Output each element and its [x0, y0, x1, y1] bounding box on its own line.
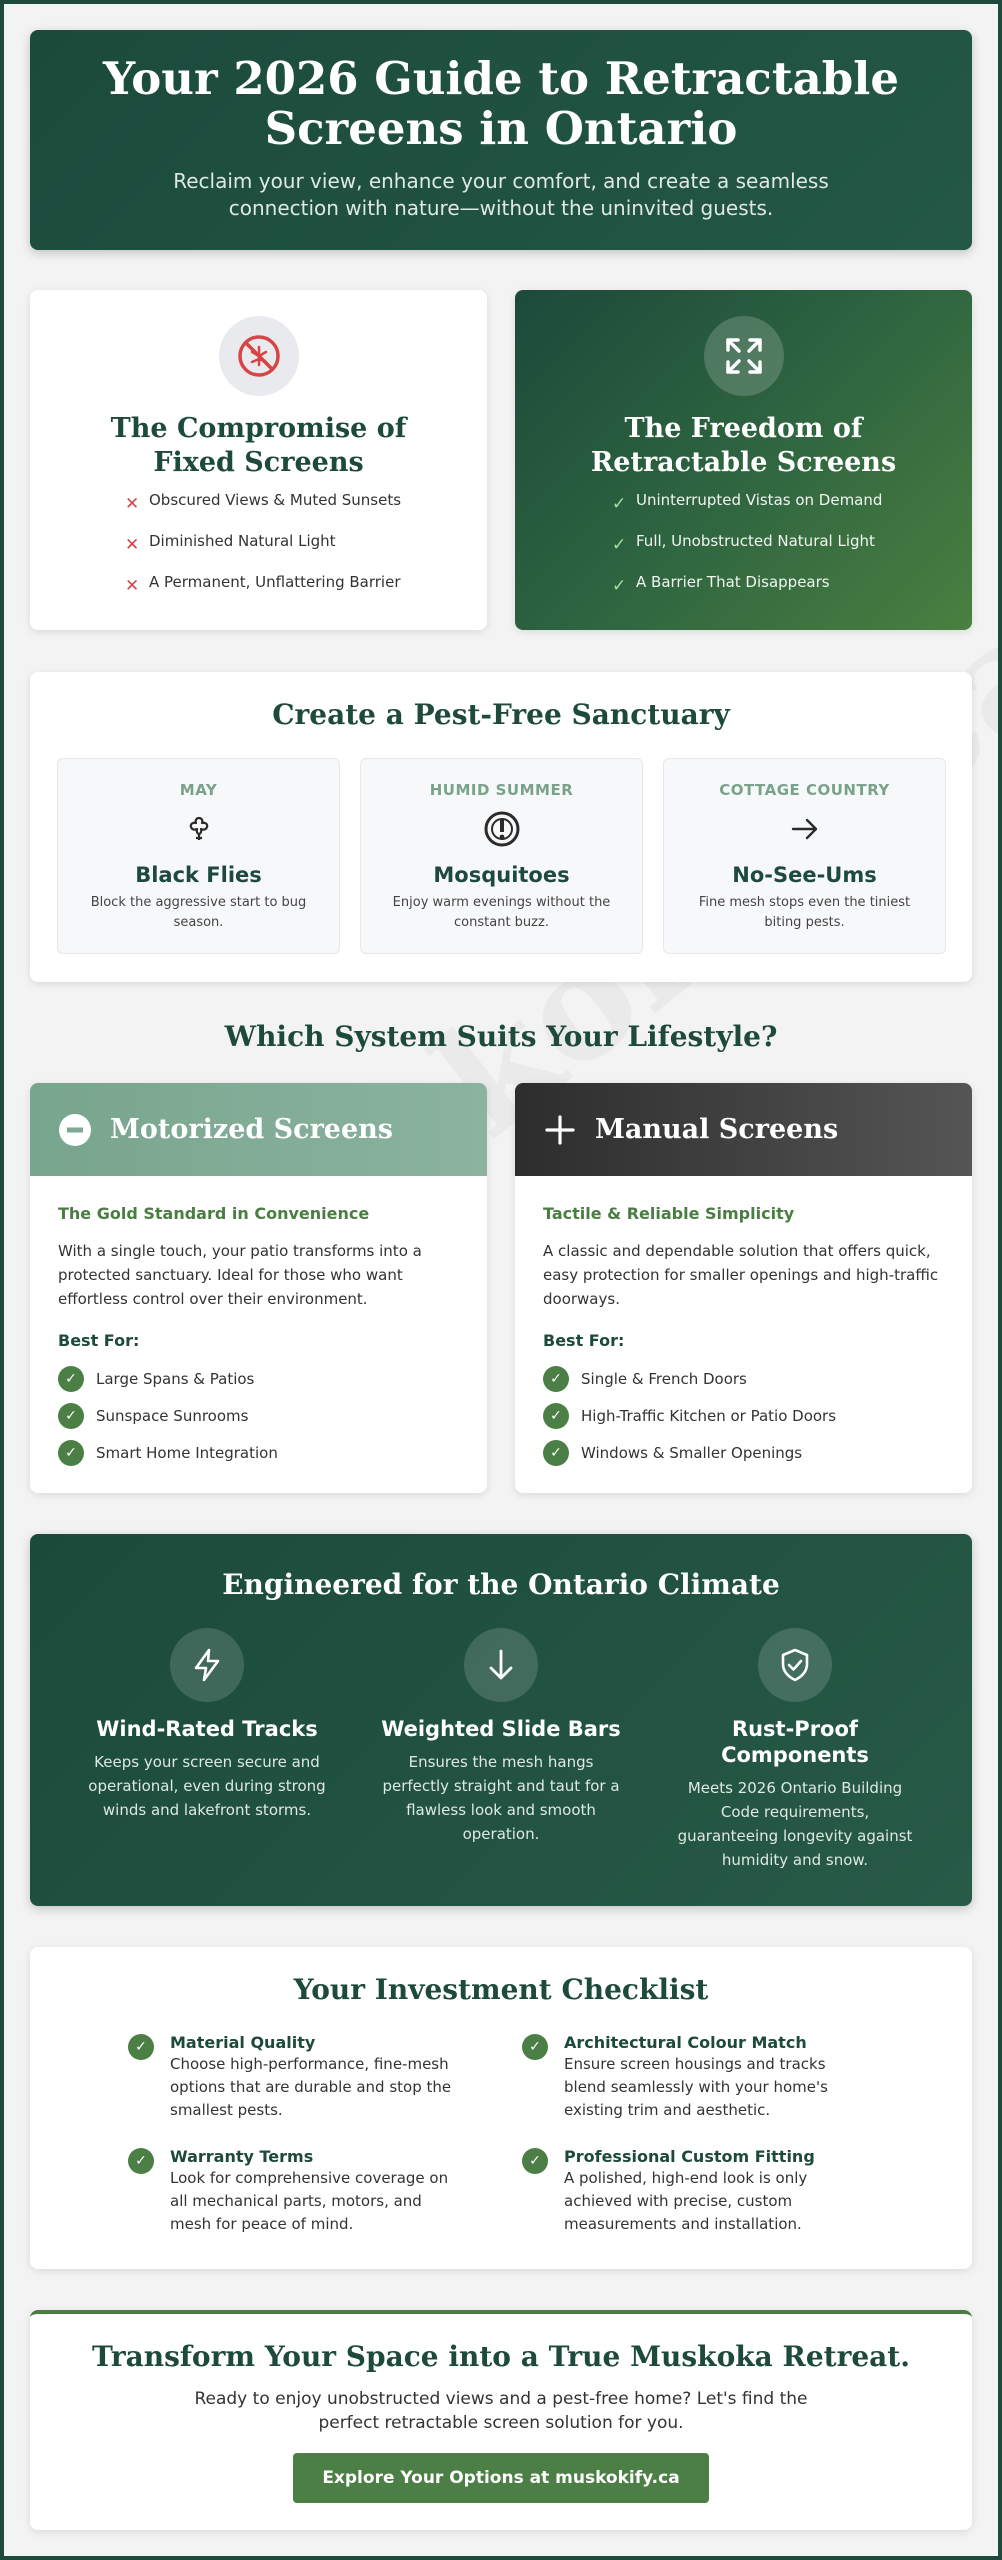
x-mark-icon: ✕ [125, 494, 140, 514]
ontario-climate-section [30, 1534, 972, 1906]
best-for-label: Best For: [58, 1331, 140, 1350]
feature-description: Ensures the mesh hangs perfectly straight and taut for a flawless look and smooth operation. [382, 1753, 620, 1843]
cta-text: Ready to enjoy unobstructed views and a pest-free home? Let's find the perfect retractable screen solution for you. [194, 2389, 808, 2433]
list-item: ✓ A Barrier That Disappears [612, 573, 830, 596]
check-circle-icon: ✓ [58, 1366, 84, 1392]
pest-name: No-See-Ums [732, 863, 877, 887]
arrow-down-icon [464, 1628, 538, 1702]
page-title: Your 2026 Guide to Retractable Screens in Ontario [103, 52, 899, 155]
fixed-screens-title: The Compromise of Fixed Screens [110, 413, 407, 478]
motorized-description: With a single touch, your patio transforms into a protected sanctuary. Ideal for those who want effortless control over their environment. [58, 1242, 422, 1308]
pest-description: Fine mesh stops even the tiniest biting pests. [698, 895, 911, 930]
check-circle-icon: ✓ [522, 2034, 548, 2060]
checklist-item-description: Look for comprehensive coverage on all mechanical parts, motors, and mesh for peace of mind. [170, 2169, 449, 2233]
check-mark-icon: ✓ [612, 576, 627, 596]
retractable-screens-title: The Freedom of Retractable Screens [590, 413, 897, 478]
checklist-item-description: Choose high-performance, fine-mesh options that are durable and stop the smallest pests. [170, 2055, 452, 2119]
feature-description: Meets 2026 Ontario Building Code requirements, guaranteeing longevity against humidity and snow. [677, 1779, 913, 1869]
feature-title: Rust-Proof Components [721, 1717, 869, 1767]
motorized-tagline: The Gold Standard in Convenience [58, 1204, 370, 1223]
lifestyle-title: Which System Suits Your Lifestyle? [224, 1020, 778, 1053]
list-item: ✓ Smart Home Integration [58, 1434, 459, 1471]
list-item: ✓ Windows & Smaller Openings [543, 1434, 944, 1471]
motorized-title: Motorized Screens [110, 1114, 393, 1145]
manual-tagline: Tactile & Reliable Simplicity [543, 1204, 795, 1223]
checklist-item-title: Warranty Terms [170, 2147, 314, 2166]
pest-card-mosquitoes [360, 758, 643, 954]
check-mark-icon: ✓ [612, 494, 627, 514]
expand-icon [704, 316, 784, 396]
check-circle-icon: ✓ [58, 1403, 84, 1429]
checklist-item-colour-match [522, 2033, 852, 2122]
best-for-label: Best For: [543, 1331, 625, 1350]
pest-description: Enjoy warm evenings without the constant buzz. [392, 895, 611, 930]
manual-screens-card [515, 1083, 972, 1493]
no-bug-icon [219, 316, 299, 396]
check-circle-icon: ✓ [128, 2034, 154, 2060]
plus-icon [543, 1113, 577, 1147]
pest-section-title: Create a Pest-Free Sanctuary [272, 698, 730, 731]
check-circle-icon: ✓ [128, 2148, 154, 2174]
list-item: ✓ Full, Unobstructed Natural Light [612, 532, 875, 555]
list-item: ✕ Obscured Views & Muted Sunsets [125, 491, 402, 514]
feature-title: Weighted Slide Bars [381, 1717, 621, 1741]
investment-checklist [30, 1947, 972, 2269]
manual-title: Manual Screens [595, 1114, 839, 1145]
shield-check-icon [758, 1628, 832, 1702]
list-item: ✕ Diminished Natural Light [125, 532, 336, 555]
feature-title: Wind-Rated Tracks [96, 1717, 318, 1741]
manual-best-for-list [543, 1360, 944, 1471]
climate-features [60, 1628, 942, 1872]
cta-title: Transform Your Space into a True Muskoka Retreat. [92, 2340, 910, 2373]
motorized-header [30, 1083, 487, 1176]
x-mark-icon: ✕ [125, 576, 140, 596]
checklist-item-title: Architectural Colour Match [564, 2033, 807, 2052]
check-circle-icon: ✓ [543, 1366, 569, 1392]
retractable-screens-list [612, 490, 912, 613]
list-item: ✓ Single & French Doors [543, 1360, 944, 1397]
checklist-item-title: Material Quality [170, 2033, 316, 2052]
motorized-screens-card [30, 1083, 487, 1493]
hero-banner [30, 30, 972, 250]
list-item: ✓ Uninterrupted Vistas on Demand [612, 491, 883, 514]
check-mark-icon: ✓ [612, 535, 627, 555]
climate-title: Engineered for the Ontario Climate [222, 1568, 780, 1601]
alert-icon [361, 807, 642, 851]
check-circle-icon: ✓ [543, 1403, 569, 1429]
check-circle-icon: ✓ [522, 2148, 548, 2174]
fixed-screens-card [30, 290, 487, 630]
manual-description: A classic and dependable solution that offers quick, easy protection for smaller openings and high-traffic doorways. [543, 1242, 939, 1308]
bug-icon [58, 807, 339, 851]
minus-circle-icon [58, 1113, 92, 1147]
pest-free-section [30, 672, 972, 982]
checklist-item-description: Ensure screen housings and tracks blend seamlessly with your home's existing trim and aesthetic. [564, 2055, 828, 2119]
pest-season: COTTAGE COUNTRY [719, 781, 890, 799]
checklist-item-material-quality [128, 2033, 458, 2122]
pest-description: Block the aggressive start to bug season. [90, 895, 307, 930]
pest-name: Mosquitoes [433, 863, 570, 887]
pest-grid [57, 758, 946, 954]
feature-wind-rated-tracks [60, 1628, 354, 1872]
checklist-item-custom-fitting [522, 2147, 852, 2236]
feature-description: Keeps your screen secure and operational, even during strong winds and lakefront storms. [88, 1753, 326, 1819]
motorized-best-for-list [58, 1360, 459, 1471]
fixed-screens-list [125, 490, 425, 613]
checklist-item-warranty-terms [128, 2147, 458, 2236]
x-mark-icon: ✕ [125, 535, 140, 555]
feature-weighted-slide-bars [354, 1628, 648, 1872]
pest-card-black-flies [57, 758, 340, 954]
lightning-icon [170, 1628, 244, 1702]
checklist-item-title: Professional Custom Fitting [564, 2147, 815, 2166]
pest-card-no-see-ums [663, 758, 946, 954]
list-item: ✓ Sunspace Sunrooms [58, 1397, 459, 1434]
list-item: ✓ High-Traffic Kitchen or Patio Doors [543, 1397, 944, 1434]
checklist-item-description: A polished, high-end look is only achieved with precise, custom measurements and installation. [564, 2169, 808, 2233]
list-item: ✕ A Permanent, Unflattering Barrier [125, 573, 401, 596]
check-circle-icon: ✓ [543, 1440, 569, 1466]
pest-name: Black Flies [135, 863, 262, 887]
explore-options-button[interactable]: Explore Your Options at muskokify.ca [293, 2453, 709, 2503]
hero-subtitle: Reclaim your view, enhance your comfort, and create a seamless connection with nature—without the uninvited guests. [173, 169, 829, 220]
list-item: ✓ Large Spans & Patios [58, 1360, 459, 1397]
arrow-right-icon [664, 807, 945, 851]
checklist-title: Your Investment Checklist [293, 1973, 709, 2006]
pest-season: MAY [179, 781, 218, 799]
retractable-screens-card [515, 290, 972, 630]
pest-season: HUMID SUMMER [429, 781, 574, 799]
manual-header [515, 1083, 972, 1176]
check-circle-icon: ✓ [58, 1440, 84, 1466]
feature-rust-proof-components [648, 1628, 942, 1872]
call-to-action [30, 2310, 972, 2530]
